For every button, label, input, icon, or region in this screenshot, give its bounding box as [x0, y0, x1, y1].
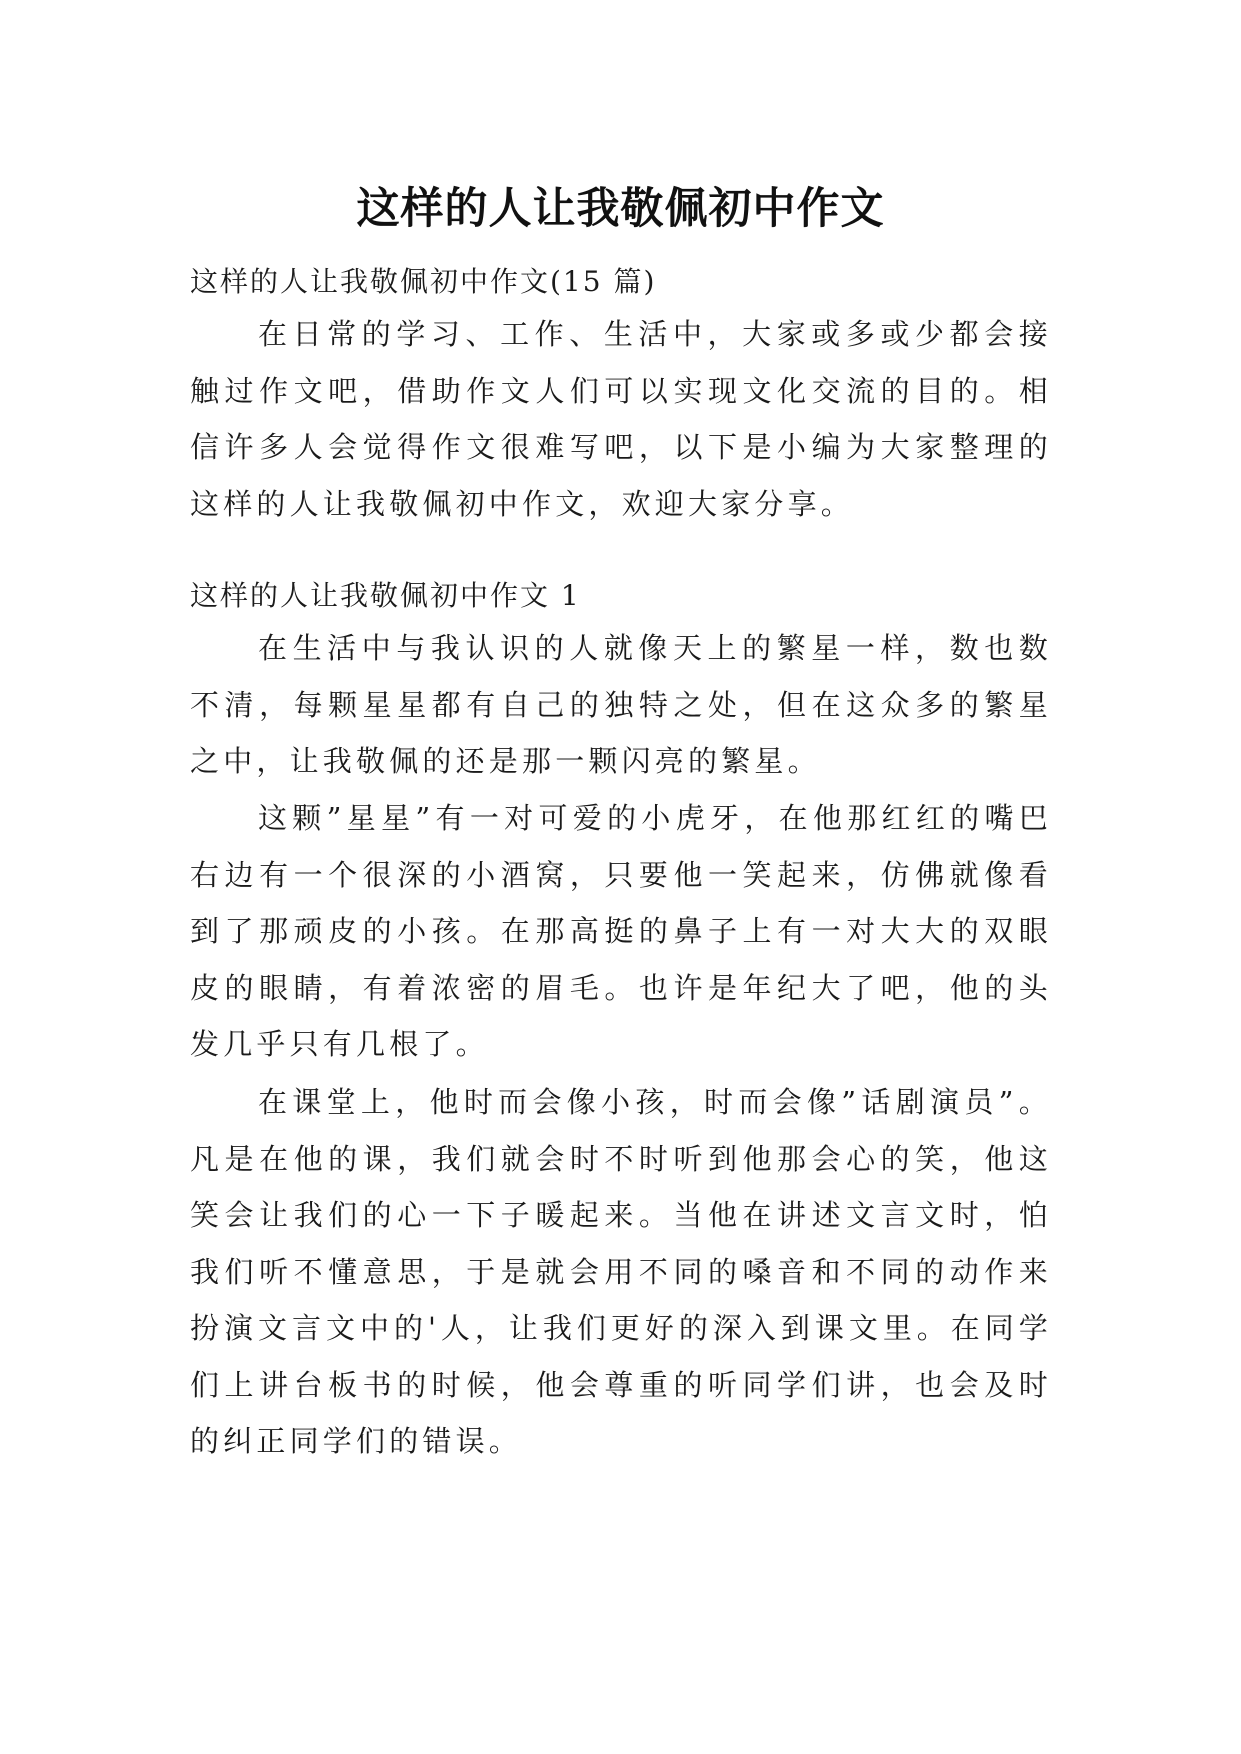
- section-paragraph-3: 在课堂上，他时而会像小孩，时而会像”话剧演员”。凡是在他的课，我们就会时不时听到他那会心的笑，他这笑会让我们的心一下子暖起来。当他在讲述文言文时，怕我们听不懂意思，于是就会用不同的嗓音和不同的动作来扮演文言文中的'人，让我们更好的深入到课文里。在同学们上讲台板书的时候，他会尊重的听同学们讲，也会及时的纠正同学们的错误。: [190, 1085, 1052, 1458]
- document-title: 这样的人让我敬佩初中作文: [356, 183, 885, 234]
- section-paragraph-2: 这颗”星星”有一对可爱的小虎牙，在他那红红的嘴巴右边有一个很深的小酒窝，只要他一笑起来，仿佛就像看到了那顽皮的小孩。在那高挺的鼻子上有一对大大的双眼皮的眼睛，有着浓密的眉毛。也许是年纪大了吧，他的头发几乎只有几根了。: [190, 801, 1052, 1061]
- section-paragraph-1: 在生活中与我认识的人就像天上的繁星一样，数也数不清，每颗星星都有自己的独特之处，但在这众多的繁星之中，让我敬佩的还是那一颗闪亮的繁星。: [190, 631, 1052, 778]
- intro-paragraph: 在日常的学习、工作、生活中，大家或多或少都会接触过作文吧，借助作文人们可以实现文化交流的目的。相信许多人会觉得作文很难写吧，以下是小编为大家整理的这样的人让我敬佩初中作文，欢迎大家分享。: [190, 317, 1052, 521]
- section-heading: 这样的人让我敬佩初中作文 1: [190, 579, 581, 612]
- document-subtitle: 这样的人让我敬佩初中作文(15 篇): [190, 265, 657, 298]
